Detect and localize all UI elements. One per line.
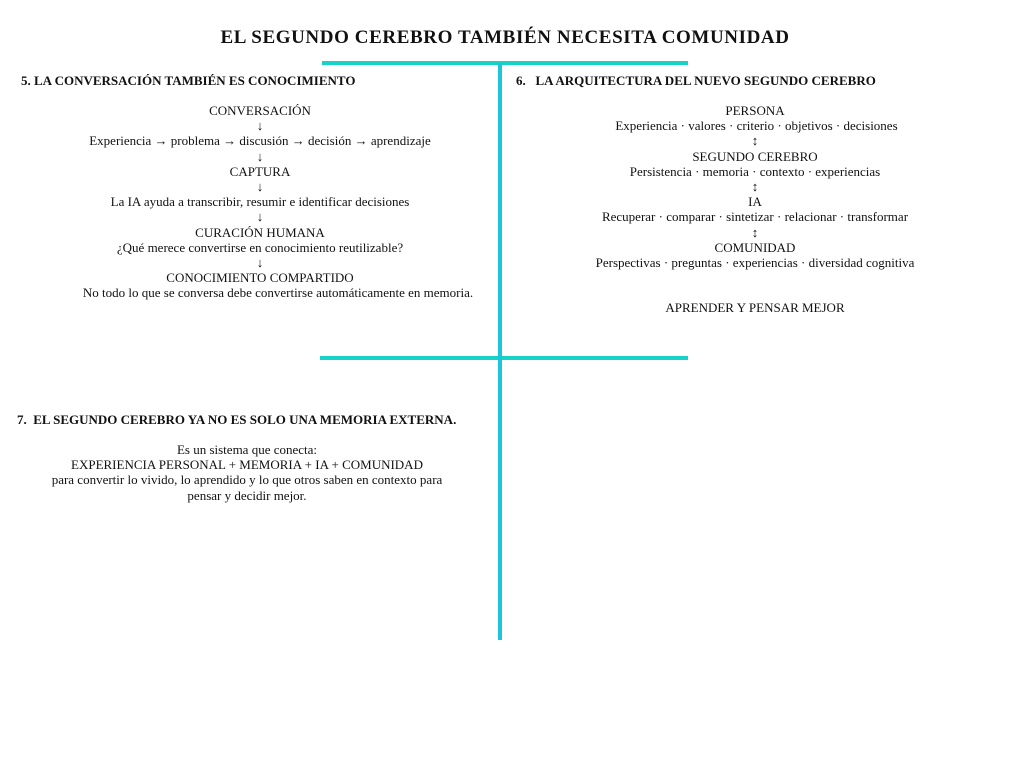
experience-chain: Experiencia → problema → discusión → decisión → aprendizaje xyxy=(89,133,431,149)
conversacion-label: CONVERSACIÓN xyxy=(209,103,311,118)
section6-architecture xyxy=(505,103,1005,315)
persona-description: Experiencia · valores · criterio · objetivos · decisiones xyxy=(615,118,898,134)
arrow-down-icon: ↓ xyxy=(256,255,264,271)
segundo-cerebro-description: Persistencia · memoria · contexto · experiencias xyxy=(629,163,881,179)
section7-purpose-end: pensar y decidir mejor. xyxy=(187,487,307,503)
arrow-updown-icon: ↕ xyxy=(751,224,759,240)
curacion-question: ¿Qué merece convertirse en conocimiento reutilizable? xyxy=(116,239,404,255)
section7-formula: EXPERIENCIA PERSONAL + MEMORIA + IA + COMUNIDAD xyxy=(71,457,423,473)
section5-heading: 5. LA CONVERSACIÓN TAMBIÉN ES CONOCIMIENTO xyxy=(21,73,356,88)
section6-heading: 6. LA ARQUITECTURA DEL NUEVO SEGUNDO CEREBRO xyxy=(516,73,876,88)
arrow-down-icon: ↓ xyxy=(256,148,264,164)
curacion-label: CURACIÓN HUMANA xyxy=(195,224,325,240)
ia-label: IA xyxy=(748,194,762,210)
conocimiento-label: CONOCIMIENTO COMPARTIDO xyxy=(166,270,354,286)
ia-description: Recuperar · comparar · sintetizar · relacionar · transformar xyxy=(601,209,909,225)
segundo-cerebro-label: SEGUNDO CEREBRO xyxy=(692,148,818,164)
section7-intro: Es un sistema que conecta: xyxy=(176,442,318,457)
arrow-updown-icon: ↕ xyxy=(751,133,759,149)
middle-horizontal-divider xyxy=(320,356,688,360)
arrow-down-icon: ↓ xyxy=(256,209,264,225)
page-title: EL SEGUNDO CEREBRO TAMBIÉN NECESITA COMUNIDAD xyxy=(220,27,790,48)
persona-label: PERSONA xyxy=(725,103,785,118)
captura-label: CAPTURA xyxy=(229,163,291,179)
comunidad-description: Perspectivas · preguntas · experiencias · diversidad cognitiva xyxy=(595,255,915,271)
arrow-updown-icon: ↕ xyxy=(751,179,759,195)
closing-statement: APRENDER Y PENSAR MEJOR xyxy=(665,300,845,316)
section5-note: No todo lo que se conversa debe convertirse automáticamente en memoria. xyxy=(82,285,474,301)
section5-flow xyxy=(10,103,510,301)
top-horizontal-divider xyxy=(322,61,688,65)
arrow-down-icon: ↓ xyxy=(256,179,264,195)
captura-description: La IA ayuda a transcribir, resumir e identificar decisiones xyxy=(110,194,410,210)
section7-purpose: para convertir lo vivido, lo aprendido y lo que otros saben en contexto para xyxy=(51,472,443,488)
section7-heading: 7. EL SEGUNDO CEREBRO YA NO ES SOLO UNA MEMORIA EXTERNA. xyxy=(17,412,457,427)
arrow-down-icon: ↓ xyxy=(256,118,264,134)
section7-description xyxy=(0,442,494,503)
comunidad-label: COMUNIDAD xyxy=(714,239,796,255)
